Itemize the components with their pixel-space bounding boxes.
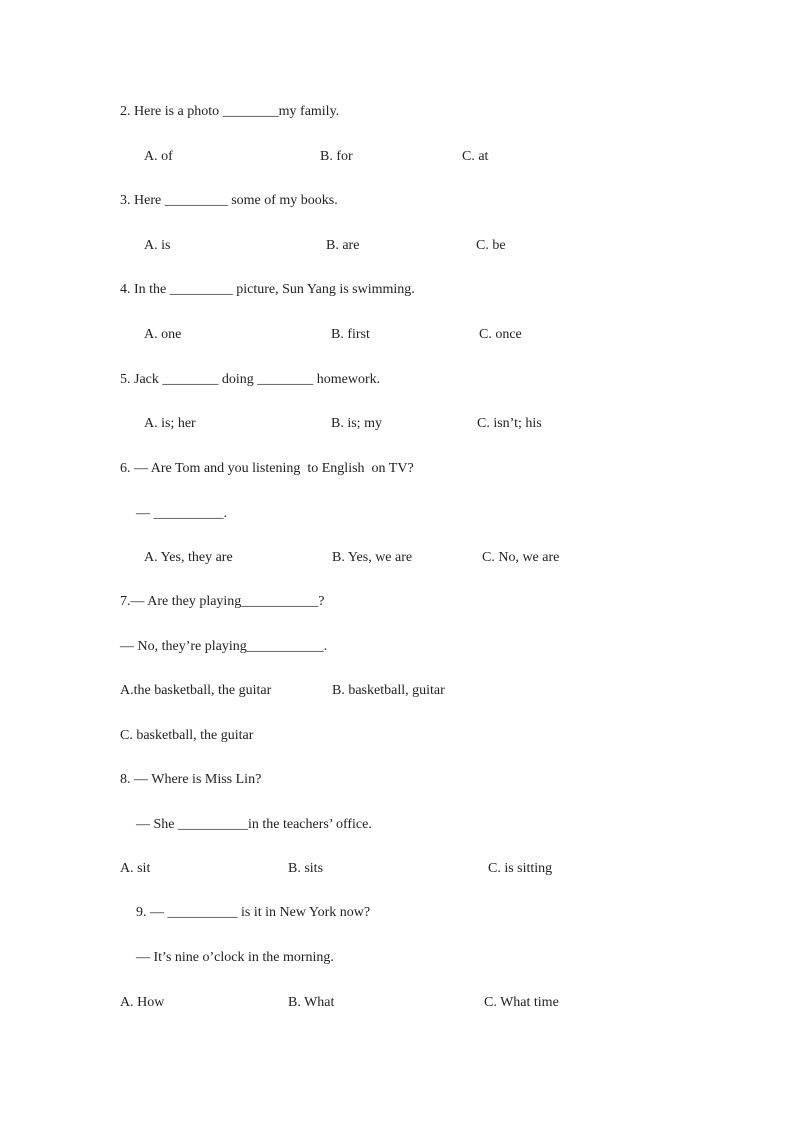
- question-5-option-b: B. is; my: [331, 416, 382, 431]
- question-3-option-c: C. be: [476, 238, 506, 253]
- question-9-option-c: C. What time: [484, 995, 559, 1010]
- question-4-option-a: A. one: [144, 327, 182, 342]
- question-6-option-b: B. Yes, we are: [332, 550, 413, 565]
- question-3-option-a: A. is: [144, 238, 171, 253]
- question-8-option-c: C. is sitting: [488, 861, 553, 876]
- question-6-option-c: C. No, we are: [482, 550, 560, 565]
- question-8-stem: 8. — Where is Miss Lin?: [120, 772, 262, 787]
- question-4-option-b: B. first: [331, 327, 370, 342]
- question-7-stem: 7.— Are they playing___________?: [120, 594, 325, 609]
- question-9-stem: 9. — __________ is it in New York now?: [136, 905, 371, 920]
- question-5-option-c: C. isn’t; his: [477, 416, 542, 431]
- question-9-option-a: A. How: [120, 995, 165, 1010]
- question-6-stem: 6. — Are Tom and you listening to English on TV?: [120, 461, 414, 476]
- question-8-option-a: A. sit: [120, 861, 151, 876]
- question-5-option-a: A. is; her: [144, 416, 196, 431]
- question-3-option-b: B. are: [326, 238, 360, 253]
- question-2-option-b: B. for: [320, 149, 353, 164]
- question-5-stem: 5. Jack ________ doing ________ homework.: [120, 372, 381, 387]
- question-4-stem: 4. In the _________ picture, Sun Yang is swimming.: [120, 282, 415, 297]
- question-7-option-b: B. basketball, guitar: [332, 683, 445, 698]
- question-6-answer-line: — __________.: [136, 506, 227, 521]
- question-7-option-a: A.the basketball, the guitar: [120, 683, 272, 698]
- question-7-option-c: C. basketball, the guitar: [120, 728, 254, 743]
- question-2-option-a: A. of: [144, 149, 173, 164]
- question-2-option-c: C. at: [462, 149, 489, 164]
- question-3-stem: 3. Here _________ some of my books.: [120, 193, 338, 208]
- question-9-option-b: B. What: [288, 995, 335, 1010]
- question-2-stem: 2. Here is a photo ________my family.: [120, 104, 340, 119]
- question-9-answer-line: — It’s nine o’clock in the morning.: [136, 950, 334, 965]
- question-8-answer-line: — She __________in the teachers’ office.: [136, 817, 372, 832]
- question-8-option-b: B. sits: [288, 861, 324, 876]
- question-4-option-c: C. once: [479, 327, 522, 342]
- question-6-option-a: A. Yes, they are: [144, 550, 233, 565]
- question-7-answer-line: — No, they’re playing___________.: [120, 639, 328, 654]
